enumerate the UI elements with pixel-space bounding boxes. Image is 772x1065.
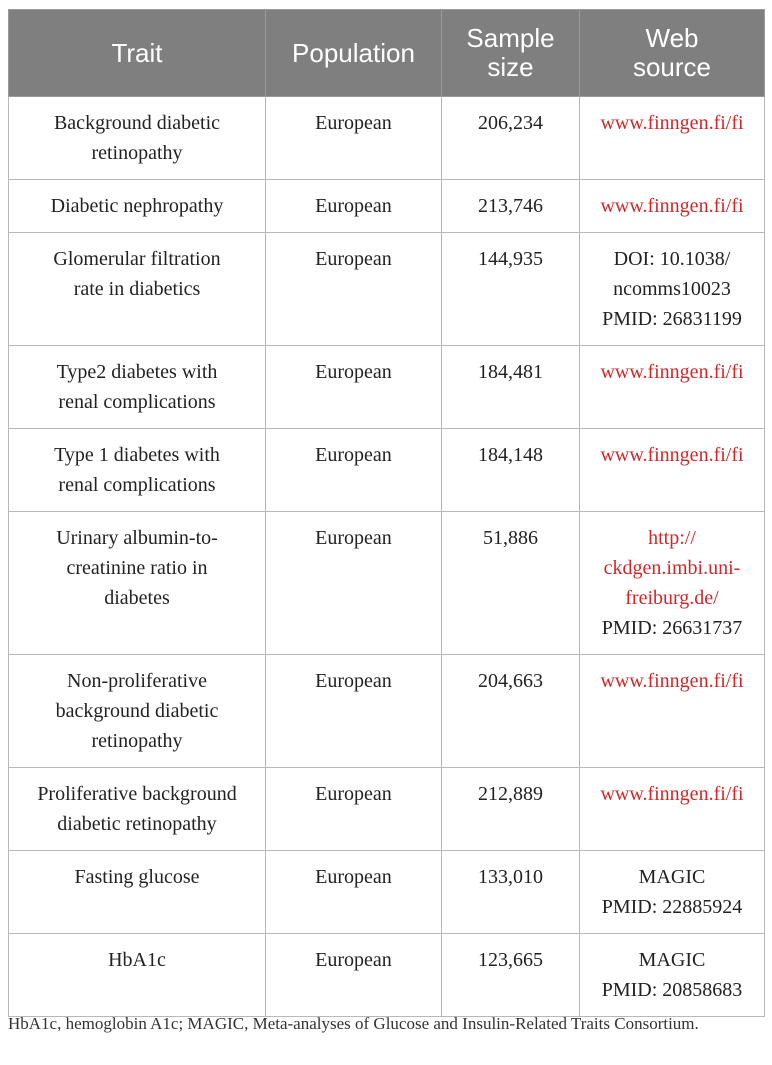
web-source-text: ncomms10023 bbox=[613, 278, 731, 300]
table-row bbox=[9, 512, 765, 655]
table-header bbox=[9, 10, 765, 97]
trait-text: Urinary albumin-to- bbox=[56, 527, 218, 549]
table-row bbox=[9, 429, 765, 512]
table-row bbox=[9, 655, 765, 768]
cell-trait bbox=[9, 934, 266, 1017]
cell-trait bbox=[9, 429, 266, 512]
trait-text: Non-proliferative bbox=[67, 670, 207, 692]
cell-population: European bbox=[266, 429, 442, 512]
cell-trait bbox=[9, 655, 266, 768]
cell-population: European bbox=[266, 97, 442, 180]
cell-sample-size: 204,663 bbox=[442, 655, 580, 768]
cell-population: European bbox=[266, 233, 442, 346]
cell-web-source bbox=[580, 851, 765, 934]
cell-web-source bbox=[580, 655, 765, 768]
web-source-link[interactable]: www.finngen.fi/fi bbox=[600, 670, 744, 692]
table-footnote: HbA1c, hemoglobin A1c; MAGIC, Meta-analyses of Glucose and Insulin-Related Traits Consortium. bbox=[8, 1014, 699, 1033]
trait-text: Type2 diabetes with bbox=[56, 361, 218, 383]
table-row bbox=[9, 233, 765, 346]
web-source-link[interactable]: ckdgen.imbi.uni- bbox=[603, 557, 741, 579]
cell-sample-size: 133,010 bbox=[442, 851, 580, 934]
trait-text: Fasting glucose bbox=[74, 866, 200, 888]
trait-text: retinopathy bbox=[91, 730, 183, 752]
header-sample-size: Sample size bbox=[442, 10, 580, 97]
header-row bbox=[9, 10, 765, 97]
trait-text: Diabetic nephropathy bbox=[50, 195, 224, 217]
cell-web-source bbox=[580, 512, 765, 655]
cell-population: European bbox=[266, 346, 442, 429]
table-row bbox=[9, 934, 765, 1017]
table-row bbox=[9, 851, 765, 934]
cell-trait bbox=[9, 180, 266, 233]
web-source-link[interactable]: freiburg.de/ bbox=[625, 587, 719, 609]
cell-web-source bbox=[580, 233, 765, 346]
trait-text: background diabetic bbox=[55, 700, 219, 722]
trait-text: diabetes bbox=[104, 587, 170, 609]
cell-web-source bbox=[580, 429, 765, 512]
trait-text: diabetic retinopathy bbox=[57, 813, 217, 835]
table-row bbox=[9, 180, 765, 233]
table-row bbox=[9, 768, 765, 851]
data-table bbox=[8, 9, 765, 1017]
cell-population: European bbox=[266, 934, 442, 1017]
web-source-link[interactable]: www.finngen.fi/fi bbox=[600, 783, 744, 805]
cell-web-source bbox=[580, 346, 765, 429]
web-source-text: PMID: 26631737 bbox=[601, 617, 743, 639]
cell-sample-size: 144,935 bbox=[442, 233, 580, 346]
trait-text: HbA1c bbox=[108, 949, 166, 971]
cell-population: European bbox=[266, 512, 442, 655]
web-source-link[interactable]: www.finngen.fi/fi bbox=[600, 444, 744, 466]
web-source-text: MAGIC bbox=[638, 949, 706, 971]
cell-web-source bbox=[580, 934, 765, 1017]
web-source-link[interactable]: www.finngen.fi/fi bbox=[600, 112, 744, 134]
cell-trait bbox=[9, 233, 266, 346]
web-source-link[interactable]: www.finngen.fi/fi bbox=[600, 361, 744, 383]
header-trait: Trait bbox=[9, 10, 266, 97]
web-source-text: PMID: 22885924 bbox=[601, 896, 743, 918]
cell-web-source bbox=[580, 97, 765, 180]
cell-trait bbox=[9, 768, 266, 851]
cell-web-source bbox=[580, 180, 765, 233]
cell-sample-size: 213,746 bbox=[442, 180, 580, 233]
cell-trait bbox=[9, 851, 266, 934]
trait-text: creatinine ratio in bbox=[66, 557, 208, 579]
cell-sample-size: 184,148 bbox=[442, 429, 580, 512]
data-table-container bbox=[8, 9, 764, 1017]
cell-population: European bbox=[266, 768, 442, 851]
cell-population: European bbox=[266, 180, 442, 233]
trait-text: Background diabetic bbox=[53, 112, 221, 134]
table-row bbox=[9, 97, 765, 180]
web-source-text: PMID: 26831199 bbox=[602, 308, 742, 330]
trait-text: Proliferative background bbox=[37, 783, 237, 805]
cell-trait bbox=[9, 97, 266, 180]
web-source-text: PMID: 20858683 bbox=[601, 979, 743, 1001]
trait-text: renal complications bbox=[58, 474, 216, 496]
trait-text: retinopathy bbox=[91, 142, 183, 164]
cell-trait bbox=[9, 346, 266, 429]
cell-sample-size: 51,886 bbox=[442, 512, 580, 655]
cell-web-source bbox=[580, 768, 765, 851]
cell-sample-size: 212,889 bbox=[442, 768, 580, 851]
web-source-text: DOI: 10.1038/ bbox=[613, 248, 731, 270]
trait-text: Glomerular filtration bbox=[53, 248, 221, 270]
table-body bbox=[9, 97, 765, 1017]
cell-population: European bbox=[266, 851, 442, 934]
cell-sample-size: 206,234 bbox=[442, 97, 580, 180]
web-source-text: MAGIC bbox=[638, 866, 706, 888]
table-row bbox=[9, 346, 765, 429]
web-source-link[interactable]: http:// bbox=[648, 527, 696, 549]
cell-sample-size: 123,665 bbox=[442, 934, 580, 1017]
web-source-link[interactable]: www.finngen.fi/fi bbox=[600, 195, 744, 217]
header-population: Population bbox=[266, 10, 442, 97]
trait-text: Type 1 diabetes with bbox=[54, 444, 220, 466]
cell-trait bbox=[9, 512, 266, 655]
cell-population: European bbox=[266, 655, 442, 768]
header-web-source: Web source bbox=[580, 10, 765, 97]
trait-text: rate in diabetics bbox=[73, 278, 201, 300]
trait-text: renal complications bbox=[58, 391, 216, 413]
cell-sample-size: 184,481 bbox=[442, 346, 580, 429]
